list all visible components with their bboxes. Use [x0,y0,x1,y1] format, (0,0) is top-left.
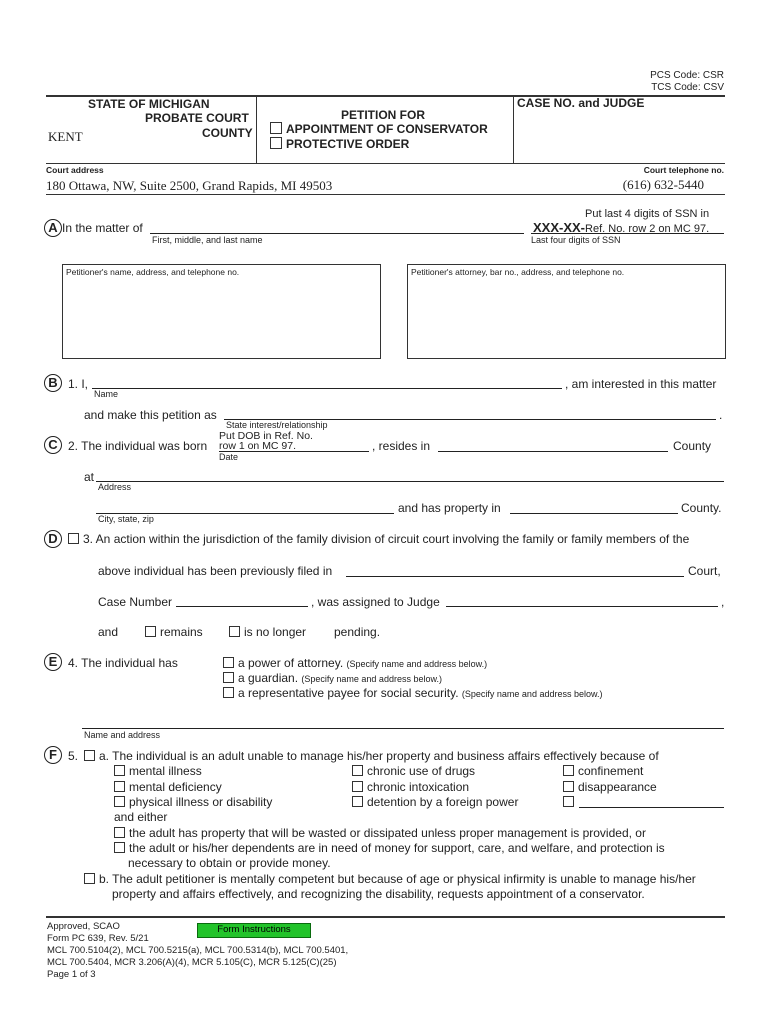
checkbox[interactable] [145,626,156,637]
attorney-box[interactable] [407,264,726,359]
checkbox[interactable] [68,533,79,544]
at-text: at [84,470,95,484]
case-no-label: CASE NO. and JUDGE [517,96,645,110]
item4-text: 4. The individual has [68,656,178,670]
page-number: Page 1 of 3 [47,969,96,980]
marker-d: D [44,530,62,548]
checkbox[interactable] [223,672,234,683]
checkbox[interactable] [114,827,125,838]
county-text: County [673,439,712,453]
court-phone-value: (616) 632-5440 [622,177,704,192]
attorney-box-label: Petitioner's attorney, bar no., address, and telephone no. [411,267,625,277]
ssn-caption: Last four digits of SSN [531,235,621,245]
either-option-2-cont: necessary to obtain or provide money. [128,856,331,870]
born-text: 2. The individual was born [68,439,208,453]
court-address-value: 180 Ottawa, NW, Suite 2500, Grand Rapids, MI 49503 [46,178,333,193]
footer-rule [46,916,725,918]
name-address-field[interactable] [82,728,724,729]
checkbox[interactable] [563,796,574,807]
form-instructions-button[interactable]: Form Instructions [197,923,311,938]
checkbox[interactable] [352,765,363,776]
checkbox[interactable] [229,626,240,637]
mcl-line-2: MCL 700.5404, MCR 3.206(A)(4), MCR 5.105(C), MCR 5.125(C)(25) [47,957,337,968]
caption-divider-1 [256,96,257,163]
period: . [719,408,723,422]
caption-divider-2 [513,96,514,163]
checkbox[interactable] [563,765,574,776]
ssn-line [531,233,724,234]
checkbox[interactable] [352,781,363,792]
approved-text: Approved, SCAO [47,921,120,932]
reason-mental-deficiency[interactable]: mental deficiency [114,780,222,794]
reason-detention[interactable]: detention by a foreign power [352,795,518,809]
checkbox[interactable] [223,687,234,698]
dob-field[interactable] [219,451,369,452]
option-protective-order[interactable]: PROTECTIVE ORDER [270,137,409,151]
checkbox[interactable] [352,796,363,807]
case-number-label: Case Number [98,595,173,609]
ssn-field[interactable]: XXX-XX-Ref. No. row 2 on MC 97. [533,220,710,235]
date-caption: Date [219,452,239,462]
checkbox[interactable] [270,122,282,134]
marker-c: C [44,436,62,454]
assigned-text: , was assigned to Judge [311,595,440,609]
mcl-line-1: MCL 700.5104(2), MCL 700.5215(a), MCL 700.5314(b), MCL 700.5401, [47,945,349,956]
county-value: KENT [48,129,83,144]
pending-text: pending. [334,625,381,639]
reason-disappearance[interactable]: disappearance [563,780,657,794]
resides-county-field[interactable] [438,451,668,452]
dob-note-2: row 1 on MC 97. [219,440,297,452]
filed-court-field[interactable] [346,576,684,577]
petitioner-box-label: Petitioner's name, address, and telephone no. [66,267,240,277]
petitioner-name-field[interactable] [92,388,562,389]
county2-text: County. [681,501,722,515]
checkbox[interactable] [114,781,125,792]
court-address-label: Court address [46,165,104,175]
reason-mental-illness[interactable]: mental illness [114,764,202,778]
state-name: STATE OF MICHIGAN [88,97,210,111]
reason-intoxication[interactable]: chronic intoxication [352,780,469,794]
judge-field[interactable] [446,606,718,607]
has-property-text: and has property in [398,501,501,515]
marker-e: E [44,653,62,671]
poa-option[interactable]: a power of attorney. (Specify name and address below.) [223,656,487,670]
name-caption-b: Name [94,389,119,399]
pcs-code: PCS Code: CSR [650,70,724,81]
option-conservator[interactable]: APPOINTMENT OF CONSERVATOR [270,122,488,136]
guardian-option[interactable]: a guardian. (Specify name and address below.) [223,671,442,685]
address-field[interactable] [96,481,724,482]
court-end: Court, [688,564,721,578]
checkbox[interactable] [84,873,95,884]
ssn-note: Put last 4 digits of SSN in [585,208,710,220]
resides-text: , resides in [372,439,431,453]
item5b-line2: property and affairs effectively, and recognizing the disability, requests appointment of a conservator. [112,887,645,901]
checkbox[interactable] [223,657,234,668]
city-caption: City, state, zip [98,514,154,524]
reason-physical-illness[interactable]: physical illness or disability [114,795,272,809]
item5b-line1[interactable]: b. The adult petitioner is mentally competent but because of age or physical infirmity is unable to manage his/her [84,872,696,886]
item5a-text[interactable]: a. The individual is an adult unable to manage his/her property and business affairs effectively because of [84,749,659,763]
reason-other-field[interactable] [579,807,724,808]
address-bottom-border [46,194,725,195]
county-label: COUNTY [202,126,253,140]
name-address-caption: Name and address [84,730,161,740]
marker-f: F [44,746,62,764]
item3-line1: 3. An action within the jurisdiction of the family division of circuit court involving the family or family members of the [68,532,689,546]
property-county-field[interactable] [510,513,678,514]
petitioner-box[interactable] [62,264,381,359]
item3-line2: above individual has been previously filed in [98,564,333,578]
relationship-caption: State interest/relationship [226,420,328,430]
either-option-1[interactable]: the adult has property that will be wasted or dissipated unless proper management is provided, or [114,826,646,840]
form-number: Form PC 639, Rev. 5/21 [47,933,149,944]
make-petition-text: and make this petition as [84,408,217,422]
marker-a: A [44,219,62,237]
and-text: and [98,625,119,639]
reason-other[interactable] [563,795,578,809]
reason-confinement[interactable]: confinement [563,764,643,778]
case-number-field[interactable] [176,606,308,607]
item5-num: 5. [68,749,79,763]
comma: , [721,595,725,609]
checkbox[interactable] [114,765,125,776]
in-matter-of-label: In the matter of [62,221,143,235]
item1-label: 1. I, [68,377,89,391]
tcs-code: TCS Code: CSV [651,82,724,93]
checkbox[interactable] [563,781,574,792]
checkbox[interactable] [114,842,125,853]
no-longer-option[interactable]: is no longer [229,625,306,639]
remains-option[interactable]: remains [145,625,203,639]
and-either: and either [114,810,168,824]
either-option-2[interactable]: the adult or his/her dependents are in need of money for support, care, and welfare, and protection is [114,841,665,855]
checkbox[interactable] [114,796,125,807]
checkbox[interactable] [84,750,95,761]
reason-drugs[interactable]: chronic use of drugs [352,764,475,778]
court-phone-label: Court telephone no. [643,165,724,175]
checkbox[interactable] [270,137,282,149]
dob-note-1: Put DOB in Ref. No. [219,430,313,442]
petition-for-title: PETITION FOR [341,108,425,122]
name-caption: First, middle, and last name [152,235,263,245]
interested-text: , am interested in this matter [565,377,717,391]
payee-option[interactable]: a representative payee for social security. (Specify name and address below.) [223,686,602,700]
caption-bottom-border [46,163,725,164]
marker-b: B [44,374,62,392]
court-name: PROBATE COURT [145,111,249,125]
matter-name-field[interactable] [150,233,524,234]
address-caption: Address [98,482,132,492]
